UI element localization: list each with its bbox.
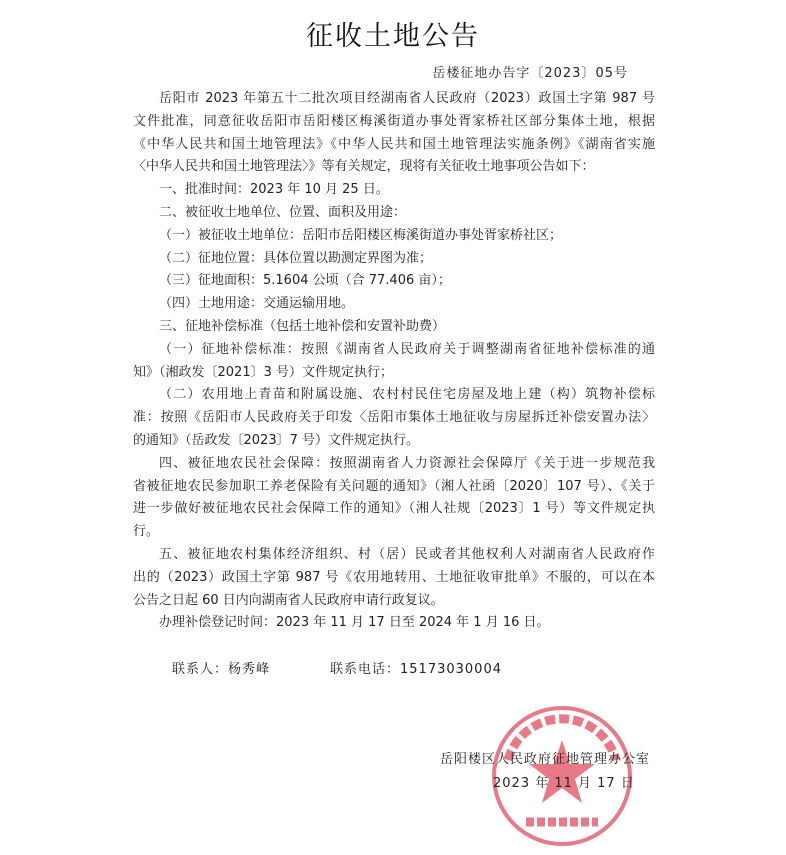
paragraph-line: 出的（2023）政国土字第 987 号《农用地转用、土地征收审批单》不服的，可以在本 — [133, 569, 655, 585]
paragraph-line: 《中华人民共和国土地管理法》《中华人民共和国土地管理法实施条例》《湖南省实施 — [133, 136, 655, 152]
paragraph-line: 一、批准时间：2023 年 10 月 25 日。 — [159, 182, 389, 198]
notice-title: 征收土地公告 — [306, 21, 480, 52]
contact-person: 联系人：杨秀峰 — [172, 662, 271, 677]
paragraph-line: 三、征地补偿标准（包括土地补偿和安置补助费） — [159, 318, 446, 334]
paragraph-line: 四、被征地农民社会保障：按照湖南省人力资源社会保障厅《关于进一步规范我 — [159, 455, 655, 471]
paragraph-line: 五、被征地农村集体经济组织、村（居）民或者其他权利人对湖南省人民政府作 — [159, 546, 655, 562]
paragraph-line: 〈中华人民共和国土地管理法〉》等有关规定，现将有关征收土地事项公告如下： — [133, 159, 595, 175]
paragraph-line: （二）征地位置：具体位置以勘测定界图为准； — [159, 250, 433, 266]
paragraph-line: 岳阳市 2023 年第五十二批次项目经湖南省人民政府（2023）政国土字第 987 号 — [159, 91, 655, 106]
paragraph-line: 行。 — [133, 524, 160, 540]
paragraph-line: （三）征地面积：5.1604 公顷（合 77.406 亩）； — [159, 273, 451, 289]
paragraph-line: 省被征地农民参加职工养老保险有关问题的通知》（湘人社函〔2020〕107 号）、《关于 — [133, 478, 655, 494]
paragraph-line: （一）被征收土地单位：岳阳市岳阳楼区梅溪街道办事处胥家桥社区； — [159, 227, 563, 243]
issue-date: 2023 年 11 月 17 日 — [493, 776, 635, 791]
paragraph-line: 文件批准，同意征收岳阳市岳阳楼区梅溪街道办事处胥家桥社区部分集体土地，根据 — [133, 113, 655, 129]
paragraph-line: 办理补偿登记时间：2023 年 11 月 17 日至 2024 年 1 月 16 日。 — [159, 615, 550, 631]
contact-phone: 联系电话：15173030004 — [330, 662, 502, 677]
paragraph-line: 公告之日起 60 日内向湖南省人民政府申请行政复议。 — [133, 592, 444, 608]
paragraph-line: 二、被征收土地单位、位置、面积及用途： — [159, 204, 407, 220]
paragraph-line: 的通知》（岳政发〔2023〕7 号）文件规定执行。 — [133, 432, 419, 448]
paragraph-line: 进一步做好被征地农民社会保障工作的通知》（湘人社规〔2023〕1 号）等文件规定执 — [133, 501, 655, 517]
document-number: 岳楼征地办告字〔2023〕05号 — [432, 66, 628, 81]
paragraph-line: 知》（湘政发〔2021〕3 号）文件规定执行； — [133, 364, 393, 380]
issuing-organization: 岳阳楼区人民政府征地管理办公室 — [440, 752, 651, 767]
paragraph-line: （一）征地补偿标准：按照《湖南省人民政府关于调整湖南省征地补偿标准的通 — [159, 341, 655, 357]
notice-body — [133, 88, 655, 635]
paragraph-line: （四）土地用途：交通运输用地。 — [159, 296, 355, 312]
paragraph-line: （二）农用地上青苗和附属设施、农村村民住宅房屋及地上建（构）筑物补偿标 — [159, 387, 655, 403]
contact-info — [172, 658, 562, 677]
paragraph-line: 准：按照《岳阳市人民政府关于印发〈岳阳市集体土地征收与房屋拆迁补偿安置办法〉 — [133, 410, 655, 426]
